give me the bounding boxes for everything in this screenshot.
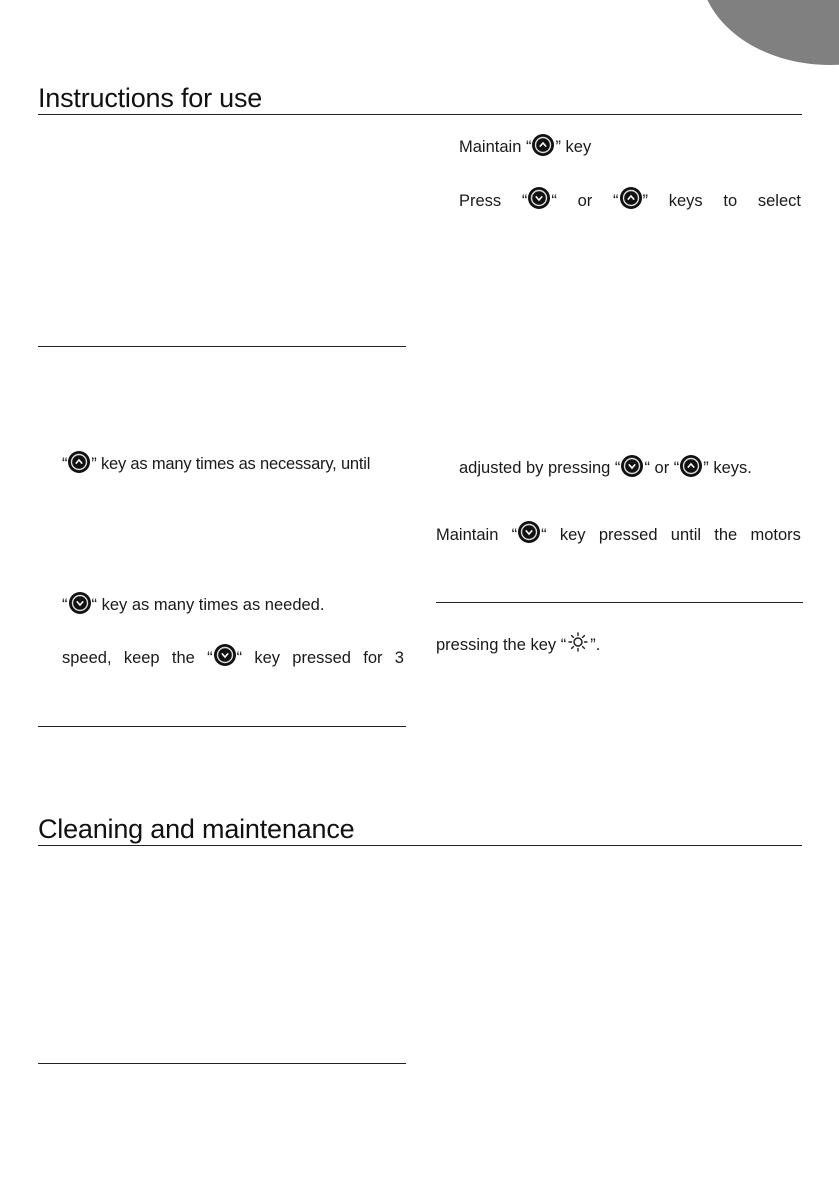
word: Press [459, 192, 502, 210]
left-column-divider-3 [38, 1063, 406, 1064]
chevron-up-key-icon [680, 455, 702, 477]
word: Maintain [436, 526, 499, 544]
adjusted-keys-line [459, 457, 752, 480]
word: the [171, 649, 195, 667]
word: key [559, 526, 586, 544]
text: pressing the key “ [436, 636, 567, 654]
word: motors [750, 526, 801, 544]
maintain-up-key-line [459, 136, 591, 159]
quote: “ [236, 649, 243, 667]
chevron-down-key-icon [528, 187, 550, 209]
light-key-line [436, 634, 600, 657]
quote: “ [62, 455, 68, 473]
maintain-down-key-line [436, 524, 801, 546]
chevron-down-key-icon [518, 521, 540, 543]
quote: “ [613, 192, 619, 210]
word: the [714, 526, 738, 544]
word: pressed [598, 526, 658, 544]
down-key-quoted [207, 647, 242, 669]
left-column-divider-2 [38, 726, 406, 727]
speed-key-pressed-line [62, 647, 404, 669]
quote: “ [511, 526, 518, 544]
word: keys [668, 192, 703, 210]
word: until [670, 526, 702, 544]
section-title-instructions: Instructions for use [38, 83, 263, 113]
text: ” key as many times as necessary, until [91, 455, 371, 473]
up-key-quoted [613, 190, 648, 212]
chevron-up-key-icon [532, 134, 554, 156]
word: keep [123, 649, 160, 667]
down-key-quoted [522, 190, 557, 212]
chevron-down-key-icon [621, 455, 643, 477]
chevron-up-key-icon [620, 187, 642, 209]
right-column-divider [436, 602, 803, 603]
text: ” keys. [703, 459, 752, 477]
section-rule-instructions [38, 114, 802, 115]
down-key-times-line [62, 594, 324, 617]
word: 3 [394, 649, 404, 667]
text: “ or “ [644, 459, 680, 477]
quote: “ [62, 596, 68, 614]
word: to [723, 192, 738, 210]
text-maintain: Maintain “ [459, 138, 532, 156]
up-key-times-line [62, 453, 370, 476]
word: or [577, 192, 593, 210]
text-key: ” key [555, 138, 592, 156]
word: pressed [292, 649, 351, 667]
section-rule-cleaning [38, 845, 802, 846]
chevron-up-key-icon [68, 451, 90, 473]
quote: “ [207, 649, 213, 667]
text: ”. [590, 636, 601, 654]
word: for [363, 649, 383, 667]
chevron-down-key-icon [214, 644, 236, 666]
quote: ” [642, 192, 649, 210]
light-bulb-icon [567, 631, 589, 653]
word: key [254, 649, 281, 667]
left-column-divider-1 [38, 346, 406, 347]
text: “ key as many times as needed. [91, 596, 325, 614]
quote: “ [551, 192, 557, 210]
text: adjusted by pressing “ [459, 459, 621, 477]
down-key-quoted [512, 524, 547, 546]
press-keys-select-line [459, 190, 801, 212]
quote: “ [541, 526, 547, 544]
chevron-down-key-icon [69, 592, 91, 614]
section-title-cleaning: Cleaning and maintenance [38, 814, 355, 844]
page-corner-tab [700, 0, 839, 65]
quote: “ [521, 192, 528, 210]
word: speed, [62, 649, 112, 667]
word: select [757, 192, 801, 210]
